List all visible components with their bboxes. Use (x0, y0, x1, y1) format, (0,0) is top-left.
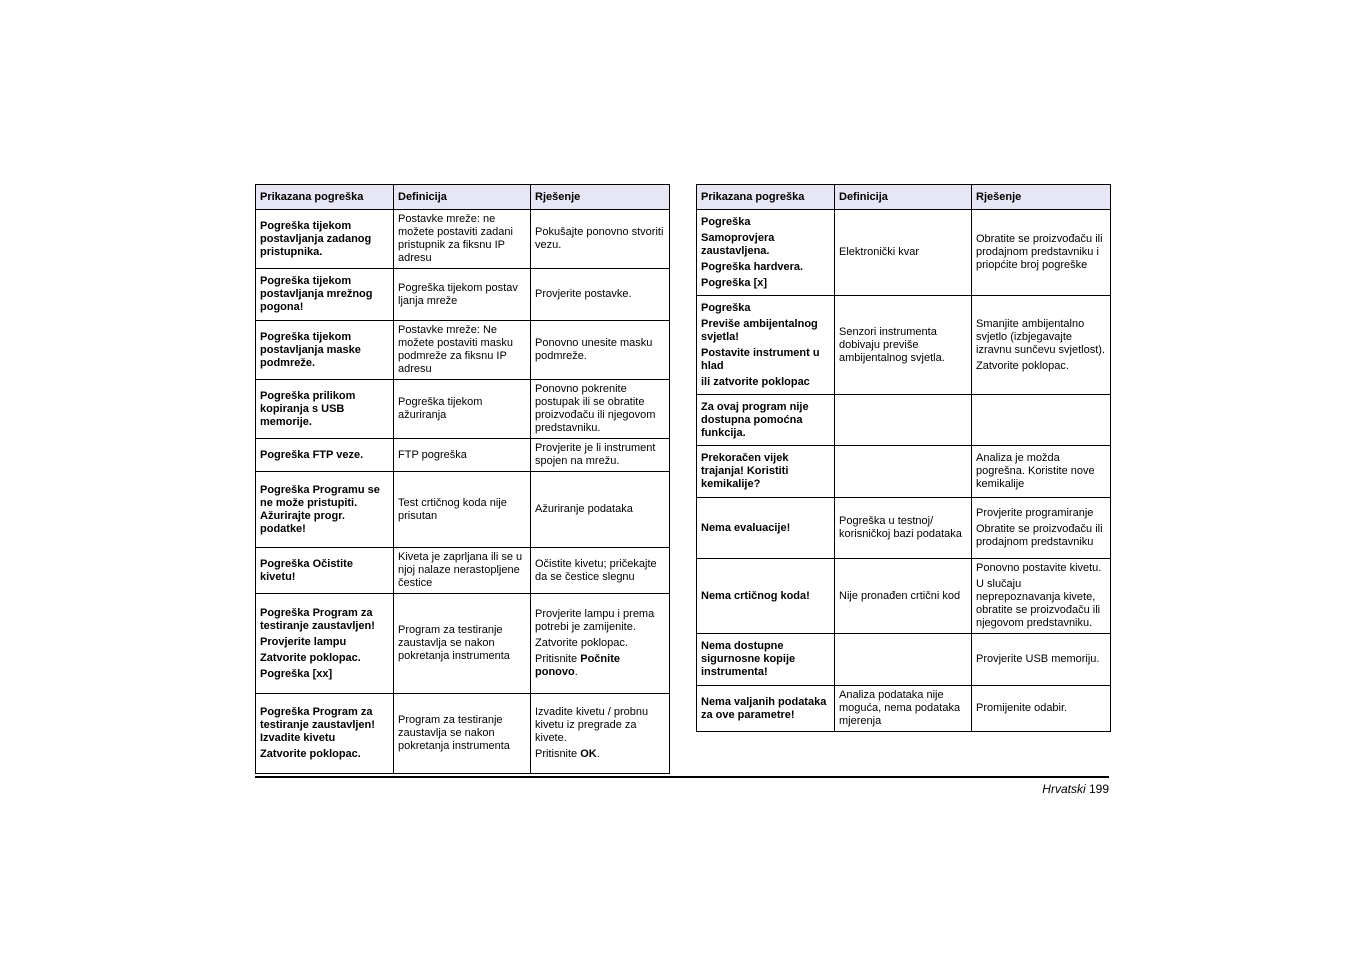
cell-paragraph: Elektronički kvar (839, 246, 920, 258)
solution-cell (972, 498, 1111, 559)
cell-paragraph: Pogreška Programu se ne može pristupiti. Ažurirajte progr. podatke! (260, 483, 380, 535)
definition-cell (394, 439, 531, 472)
definition-cell (835, 559, 972, 634)
definition-cell (835, 686, 972, 732)
cell-paragraph: Pogreška hardvera. (701, 260, 804, 273)
error-table-right (696, 184, 1111, 732)
cell-paragraph: Senzori instrumenta dobivaju previše ambijentalnog svjetla. (839, 325, 945, 364)
header-solution: Rješenje (531, 185, 670, 210)
definition-cell (394, 269, 531, 321)
definition-cell (394, 210, 531, 269)
cell-paragraph: Obratite se proizvođaču ili prodajnom predstavniku i priopćite broj pogreške (976, 233, 1103, 271)
table-row (256, 594, 670, 694)
table-row (256, 472, 670, 548)
solution-cell (972, 686, 1111, 732)
cell-paragraph: Pogreška tijekom postavljanja zadanog pristupnika. (260, 219, 372, 258)
cell-paragraph: Provjerite programiranje (976, 507, 1094, 519)
definition-cell (835, 498, 972, 559)
table-row (256, 380, 670, 439)
cell-paragraph: Zatvorite poklopac. (535, 637, 628, 649)
error-message-cell (256, 472, 394, 548)
error-message-cell (256, 548, 394, 594)
cell-paragraph: Provjerite lampu (260, 635, 347, 648)
cell-paragraph (535, 748, 665, 761)
footer-language: Hrvatski (1042, 782, 1086, 796)
solution-cell (531, 548, 670, 594)
table-row (256, 210, 670, 269)
solution-cell (531, 594, 670, 694)
cell-paragraph: Program za testiranje zaustavlja se nakon pokretanja instrumenta (398, 714, 510, 752)
definition-cell (394, 594, 531, 694)
cell-paragraph: Nije pronađen crtični kod (839, 589, 961, 602)
error-message-cell (697, 634, 835, 686)
cell-paragraph: Ponovno postavite kivetu. (976, 562, 1102, 574)
solution-cell (531, 694, 670, 774)
table-row (256, 694, 670, 774)
cell-paragraph: Pogreška u testnoj/ korisničkoj bazi podataka (839, 515, 962, 540)
cell-paragraph: Previše ambijentalnog svjetla! (701, 317, 818, 343)
cell-paragraph: Za ovaj program nije dostupna pomoćna funkcija. (701, 400, 809, 439)
cell-paragraph: Zatvorite poklopac. (260, 748, 361, 760)
header-definition: Definicija (394, 185, 531, 210)
cell-paragraph: Pogreška Program za testiranje zaustavljen! (260, 606, 375, 632)
error-message-cell (256, 269, 394, 321)
cell-paragraph: Promijenite odabir. (976, 702, 1068, 714)
error-message-cell (697, 210, 835, 296)
cell-paragraph: Ponovno unesite masku podmreže. (535, 337, 653, 362)
table-row (697, 395, 1111, 446)
instruction-text: . (574, 666, 578, 678)
definition-cell (835, 634, 972, 686)
error-message-cell (256, 321, 394, 380)
cell-paragraph: Pogreška (701, 301, 751, 314)
header-row (697, 185, 1111, 210)
cell-paragraph: Ponovno pokrenite postupak ili se obratite proizvođaču ili njegovom predstavniku. (535, 383, 656, 434)
error-message-cell (256, 210, 394, 269)
solution-cell (972, 446, 1111, 498)
cell-paragraph: Nema evaluacije! (701, 521, 791, 534)
header-solution: Rješenje (972, 185, 1111, 210)
cell-paragraph: Postavite instrument u hlad (701, 346, 820, 372)
cell-paragraph: Postavke mreže: ne možete postaviti zadani pristupnik za fiksnu IP adresu (398, 213, 513, 264)
cell-paragraph: Analiza je možda pogrešna. Koristite nove kemikalije (976, 452, 1095, 490)
header-displayed-error: Prikazana pogreška (697, 185, 835, 210)
error-message-cell (697, 446, 835, 498)
cell-paragraph: Kiveta je zaprljana ili se u njoj nalaze nerastopljene čestice (398, 551, 523, 589)
solution-cell (531, 210, 670, 269)
cell-paragraph (535, 653, 665, 679)
page-footer (900, 782, 1109, 796)
instruction-text: Pritisnite (535, 653, 581, 665)
error-message-cell (256, 439, 394, 472)
cell-paragraph: Program za testiranje zaustavlja se nakon pokretanja instrumenta (398, 624, 510, 662)
cell-paragraph: Obratite se proizvođaču ili prodajnom predstavniku (976, 523, 1103, 548)
cell-paragraph: Pogreška tijekom postavljanja maske podmreže. (260, 330, 361, 369)
button-name-text: Počnite ponovo (535, 653, 620, 678)
error-table-left (255, 184, 670, 774)
table-row (256, 548, 670, 594)
definition-cell (394, 548, 531, 594)
instruction-text: . (596, 748, 600, 760)
table-row (256, 439, 670, 472)
table-row (697, 446, 1111, 498)
cell-paragraph: Zatvorite poklopac. (976, 359, 1069, 372)
cell-paragraph: Pogreška tijekom ažuriranja (398, 396, 483, 421)
table-row (697, 634, 1111, 686)
cell-paragraph: Izvadite kivetu / probnu kivetu iz pregrade za kivete. (535, 706, 649, 744)
cell-paragraph: Test crtičnog koda nije prisutan (398, 496, 507, 522)
cell-paragraph: ili zatvorite poklopac (701, 375, 810, 388)
definition-cell (394, 380, 531, 439)
cell-paragraph: Pogreška [x] (701, 276, 768, 289)
cell-paragraph: Pogreška Očistite kivetu! (260, 557, 353, 583)
solution-cell (531, 269, 670, 321)
solution-cell (531, 472, 670, 548)
cell-paragraph: Pogreška FTP veze. (260, 448, 364, 461)
footer-page-number: 199 (1088, 782, 1109, 796)
error-message-cell (256, 694, 394, 774)
cell-paragraph: Provjerite lampu i prema potrebi je zamijenite. (535, 608, 655, 633)
solution-cell (972, 210, 1111, 296)
table-row (697, 686, 1111, 732)
cell-paragraph: Analiza podataka nije moguća, nema podataka mjerenja (839, 689, 961, 727)
cell-paragraph: Zatvorite poklopac. (260, 651, 361, 664)
definition-cell (394, 472, 531, 548)
error-message-cell (697, 296, 835, 395)
cell-paragraph: U slučaju neprepoznavanja kivete, obratite se proizvođaču ili njegovom predstavniku. (976, 578, 1101, 629)
error-message-cell (697, 559, 835, 634)
cell-paragraph: Pogreška prilikom kopiranja s USB memorije. (260, 389, 356, 428)
definition-cell (835, 446, 972, 498)
cell-paragraph: Postavke mreže: Ne možete postaviti masku podmreže za fiksnu IP adresu (398, 324, 513, 375)
error-message-cell (697, 686, 835, 732)
table-row (256, 269, 670, 321)
footer-rule (255, 776, 1109, 778)
cell-paragraph: Provjerite je li instrument spojen na mrežu. (535, 442, 656, 467)
table-row (697, 559, 1111, 634)
cell-paragraph: Smanjite ambijentalno svjetlo (izbjegavajte izravnu sunčevu svjetlost). (976, 317, 1105, 356)
cell-paragraph: Pogreška Program za testiranje zaustavljen! Izvadite kivetu (260, 706, 375, 744)
definition-cell (835, 210, 972, 296)
solution-cell (972, 559, 1111, 634)
error-message-cell (256, 380, 394, 439)
cell-paragraph: FTP pogreška (398, 448, 467, 461)
solution-cell (531, 380, 670, 439)
cell-paragraph: Pokušajte ponovno stvoriti vezu. (535, 226, 664, 251)
cell-paragraph: Nema crtičnog koda! (701, 589, 810, 602)
header-row (256, 185, 670, 210)
solution-cell (531, 439, 670, 472)
cell-paragraph: Prekoračen vijek trajanja! Koristiti kemikalije? (701, 452, 789, 490)
definition-cell (394, 694, 531, 774)
error-message-cell (697, 395, 835, 446)
cell-paragraph: Pogreška [xx] (260, 667, 333, 680)
definition-cell (394, 321, 531, 380)
instruction-text: Pritisnite (535, 748, 581, 760)
header-displayed-error: Prikazana pogreška (256, 185, 394, 210)
cell-paragraph: Provjerite USB memoriju. (976, 653, 1100, 665)
table-row (697, 210, 1111, 296)
error-message-cell (256, 594, 394, 694)
cell-paragraph: Nema valjanih podataka za ove parametre! (701, 695, 827, 721)
cell-paragraph: Pogreška (701, 215, 751, 228)
cell-paragraph: Pogreška tijekom postavljanja mrežnog pogona! (260, 275, 373, 313)
solution-cell (972, 634, 1111, 686)
table-row (697, 296, 1111, 395)
button-name-text: OK (580, 748, 597, 760)
cell-paragraph: Ažuriranje podataka (535, 503, 633, 515)
definition-cell (835, 395, 972, 446)
header-definition: Definicija (835, 185, 972, 210)
error-message-cell (697, 498, 835, 559)
cell-paragraph: Provjerite postavke. (535, 288, 632, 300)
cell-paragraph: Samoprovjera zaustavljena. (701, 231, 775, 257)
cell-paragraph: Pogreška tijekom postav ljanja mreže (398, 281, 518, 307)
solution-cell (531, 321, 670, 380)
cell-paragraph: Nema dostupne sigurnosne kopije instrumenta! (701, 640, 796, 678)
solution-cell (972, 395, 1111, 446)
table-row (697, 498, 1111, 559)
solution-cell (972, 296, 1111, 395)
cell-paragraph: Očistite kivetu; pričekajte da se čestice slegnu (535, 557, 657, 583)
definition-cell (835, 296, 972, 395)
table-row (256, 321, 670, 380)
